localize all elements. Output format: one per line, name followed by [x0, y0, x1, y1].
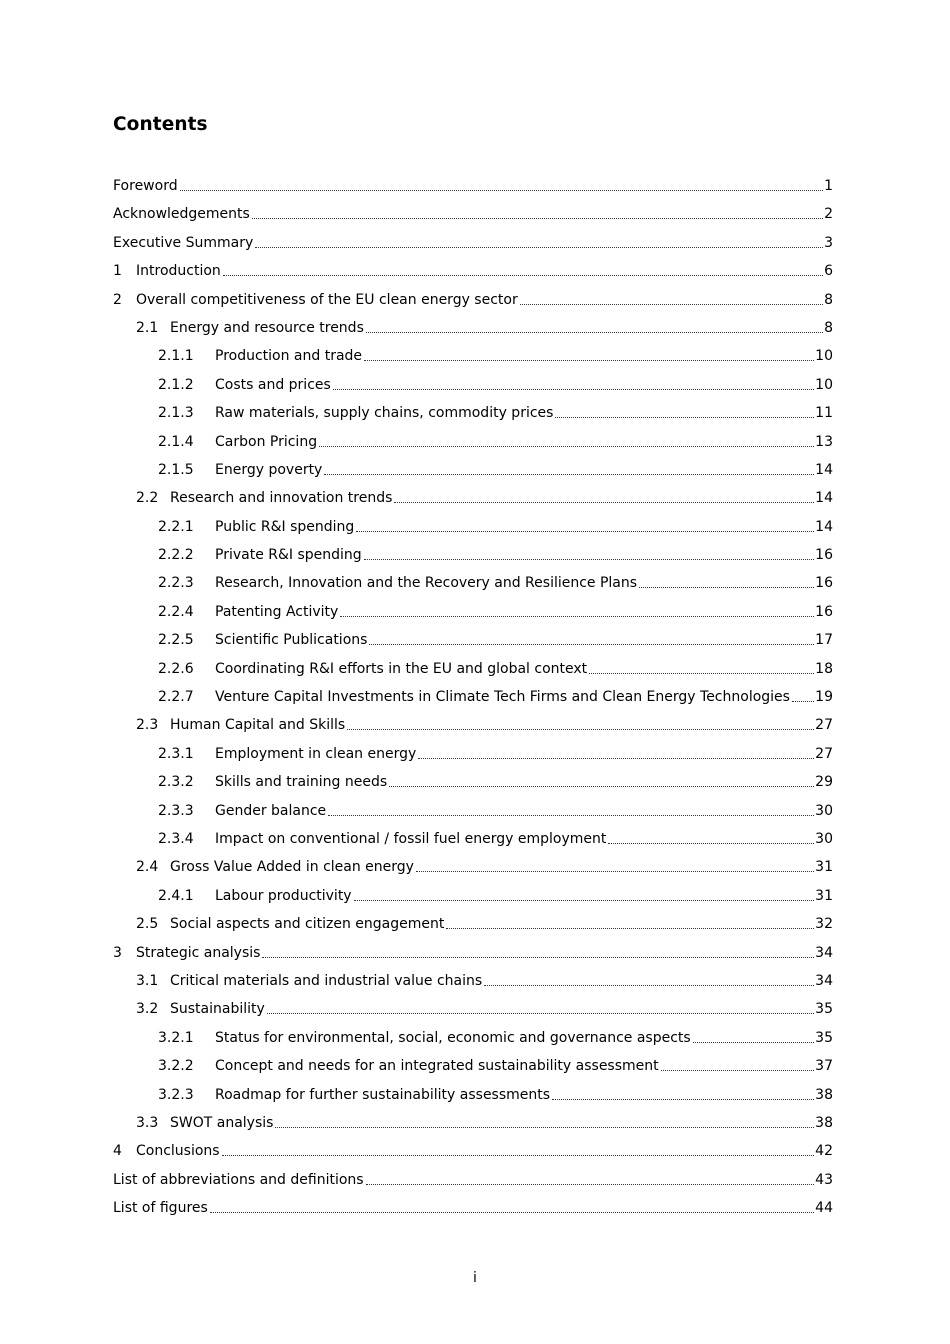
toc-page-number: 30 [815, 830, 833, 847]
toc-page-number: 16 [815, 603, 833, 620]
toc-page-number: 6 [824, 263, 833, 280]
dot-leader [223, 275, 823, 276]
toc-entry-title: Employment in clean energy [215, 745, 417, 762]
toc-section-number: 2.2.5 [158, 632, 194, 649]
toc-section-number: 4 [113, 1143, 122, 1160]
toc-page-number: 31 [815, 859, 833, 876]
dot-leader [446, 928, 814, 929]
toc-section-number: 1 [113, 263, 122, 280]
toc-entry-title: Foreword [113, 178, 178, 194]
toc-section-number: 2.2.3 [158, 575, 194, 592]
toc-entry[interactable] [113, 1170, 833, 1198]
toc-entry-title: Public R&I spending [215, 518, 355, 535]
toc-page-number: 43 [815, 1171, 833, 1188]
dot-leader [180, 190, 823, 191]
toc-entry-title: Strategic analysis [136, 944, 261, 961]
toc-page-number: 13 [815, 433, 833, 450]
toc-entry[interactable] [113, 1198, 833, 1226]
toc-entry-title: Roadmap for further sustainability assessments [215, 1086, 551, 1103]
toc-entry[interactable] [113, 1141, 833, 1169]
dot-leader [347, 729, 814, 730]
toc-entry[interactable] [113, 318, 833, 346]
toc-entry[interactable] [113, 346, 833, 374]
toc-section-number: 3.2.1 [158, 1029, 194, 1046]
toc-section-number: 2.2.4 [158, 603, 194, 620]
toc-page-number: 11 [815, 405, 833, 422]
toc-entry[interactable] [113, 999, 833, 1027]
toc-page-number: 38 [815, 1114, 833, 1131]
toc-page-number: 42 [815, 1143, 833, 1160]
dot-leader [389, 786, 814, 787]
toc-entry[interactable] [113, 290, 833, 318]
toc-entry-title: List of abbreviations and definitions [113, 1171, 364, 1188]
dot-leader [418, 758, 814, 759]
toc-section-number: 2 [113, 291, 122, 308]
dot-leader [661, 1070, 815, 1071]
toc-page-number: 14 [815, 461, 833, 478]
toc-entry-title: Social aspects and citizen engagement [170, 916, 445, 933]
toc-entry-title: Acknowledgements [113, 206, 250, 223]
toc-entry[interactable] [113, 1056, 833, 1084]
toc-entry[interactable] [113, 801, 833, 829]
toc-entry[interactable] [113, 517, 833, 545]
toc-section-number: 2.2 [136, 490, 159, 507]
toc-entry[interactable] [113, 375, 833, 403]
toc-page-number: 3 [824, 234, 833, 251]
toc-entry-title: Conclusions [136, 1143, 220, 1160]
toc-entry-title: Labour productivity [215, 887, 352, 904]
toc-entry-title: Concept and needs for an integrated sustainability assessment [215, 1058, 659, 1075]
toc-entry-title: Gross Value Added in clean energy [170, 859, 414, 876]
toc-entry[interactable] [113, 545, 833, 573]
dot-leader [552, 1099, 814, 1100]
toc-entry-title: Patenting Activity [215, 603, 339, 620]
toc-entry[interactable] [113, 432, 833, 460]
dot-leader [792, 701, 814, 702]
toc-section-number: 3 [113, 944, 122, 961]
toc-page-number: 27 [815, 745, 833, 762]
dot-leader [210, 1212, 814, 1213]
toc-section-number: 3.2.2 [158, 1058, 194, 1075]
dot-leader [366, 1184, 815, 1185]
dot-leader [366, 332, 823, 333]
toc-page-number: 19 [815, 689, 833, 706]
toc-entry[interactable] [113, 971, 833, 999]
toc-page-number: 35 [815, 1029, 833, 1046]
toc-entry[interactable] [113, 829, 833, 857]
toc-entry-title: Overall competitiveness of the EU clean energy sector [136, 291, 518, 308]
toc-section-number: 2.4 [136, 859, 159, 876]
toc-entry[interactable] [113, 1028, 833, 1056]
dot-leader [364, 559, 814, 560]
dot-leader [608, 843, 814, 844]
toc-page-number: 16 [815, 575, 833, 592]
toc-page-number: 31 [815, 887, 833, 904]
toc-section-number: 2.1.3 [158, 405, 194, 422]
dot-leader [394, 502, 814, 503]
toc-entry[interactable] [113, 460, 833, 488]
toc-page-number: 29 [815, 774, 833, 791]
toc-page-number: 10 [815, 376, 833, 393]
toc-entry-title: Raw materials, supply chains, commodity prices [215, 405, 554, 422]
toc-entry-title: Skills and training needs [215, 774, 388, 791]
dot-leader [252, 218, 823, 219]
toc-section-number: 2.1.2 [158, 376, 194, 393]
toc-page-number: 14 [815, 518, 833, 535]
toc-section-number: 2.2.2 [158, 547, 194, 564]
dot-leader [255, 247, 823, 248]
toc-entry-title: Status for environmental, social, economic and governance aspects [215, 1029, 691, 1046]
dot-leader [369, 644, 814, 645]
toc-entry[interactable] [113, 772, 833, 800]
dot-leader [354, 900, 815, 901]
dot-leader [589, 673, 814, 674]
toc-entry-title: Sustainability [170, 1001, 265, 1018]
toc-section-number: 2.2.1 [158, 518, 194, 535]
toc-page-number: 32 [815, 916, 833, 933]
toc-section-number: 2.4.1 [158, 887, 194, 904]
toc-entry[interactable] [113, 573, 833, 601]
toc-page-number: 44 [815, 1200, 833, 1217]
toc-entry-title: Coordinating R&I efforts in the EU and global context [215, 660, 588, 677]
toc-entry[interactable] [113, 687, 833, 715]
dot-leader [356, 531, 814, 532]
dot-leader [416, 871, 814, 872]
dot-leader [639, 587, 814, 588]
toc-entry-title: SWOT analysis [170, 1114, 274, 1131]
toc-section-number: 2.2.7 [158, 689, 194, 706]
dot-leader [555, 417, 814, 418]
toc-entry-title: Production and trade [215, 348, 363, 365]
toc-entry-title: Energy and resource trends [170, 319, 364, 336]
toc-entry-title: List of figures [113, 1200, 208, 1217]
toc-section-number: 3.2.3 [158, 1086, 194, 1103]
toc-page-number: 16 [815, 547, 833, 564]
dot-leader [262, 957, 814, 958]
dot-leader [324, 474, 814, 475]
dot-leader [364, 360, 814, 361]
toc-page-number: 8 [824, 319, 833, 336]
toc-entry[interactable] [113, 744, 833, 772]
page-title: Contents [113, 114, 208, 135]
toc-page-number: 35 [815, 1001, 833, 1018]
toc-section-number: 2.1.4 [158, 433, 194, 450]
toc-page-number: 30 [815, 802, 833, 819]
dot-leader [319, 446, 814, 447]
toc-section-number: 2.1.1 [158, 348, 194, 365]
toc-entry-title: Venture Capital Investments in Climate Tech Firms and Clean Energy Technologies [215, 689, 790, 706]
toc-page-number: 38 [815, 1086, 833, 1103]
dot-leader [484, 985, 814, 986]
toc-page-number: 18 [815, 660, 833, 677]
toc-entry[interactable] [113, 914, 833, 942]
toc-entry-title: Human Capital and Skills [170, 717, 346, 734]
toc-page-number: 8 [824, 291, 833, 308]
dot-leader [520, 304, 823, 305]
dot-leader [333, 389, 814, 390]
toc-section-number: 2.3.1 [158, 745, 194, 762]
toc-section-number: 2.1.5 [158, 461, 194, 478]
toc-entry[interactable] [113, 630, 833, 658]
dot-leader [275, 1127, 814, 1128]
toc-entry[interactable] [113, 857, 833, 885]
toc-entry[interactable] [113, 261, 833, 289]
toc-entry[interactable] [113, 1085, 833, 1113]
toc-entry-title: Costs and prices [215, 376, 331, 393]
toc-entry[interactable] [113, 943, 833, 971]
toc-entry-title: Scientific Publications [215, 632, 368, 649]
dot-leader [693, 1042, 814, 1043]
toc-entry[interactable] [113, 204, 833, 232]
toc-entry[interactable] [113, 659, 833, 687]
toc-entry-title: Impact on conventional / fossil fuel energy employment [215, 830, 607, 847]
toc-section-number: 3.3 [136, 1114, 159, 1131]
toc-entry[interactable] [113, 886, 833, 914]
toc-entry[interactable] [113, 403, 833, 431]
page-number-footer: i [473, 1270, 477, 1286]
toc-entry-title: Carbon Pricing [215, 433, 318, 450]
toc-page-number: 34 [815, 944, 833, 961]
toc-page-number: 10 [815, 348, 833, 365]
toc-page-number: 34 [815, 972, 833, 989]
dot-leader [267, 1013, 814, 1014]
dot-leader [340, 616, 814, 617]
toc-entry[interactable] [113, 1113, 833, 1141]
toc-page-number: 27 [815, 717, 833, 734]
toc-entry[interactable] [113, 176, 833, 204]
table-of-contents [113, 176, 833, 1226]
toc-page-number: 17 [815, 632, 833, 649]
toc-entry-title: Critical materials and industrial value chains [170, 972, 483, 989]
toc-section-number: 2.3 [136, 717, 159, 734]
toc-section-number: 2.2.6 [158, 660, 194, 677]
toc-entry[interactable] [113, 488, 833, 516]
toc-page-number: 1 [824, 178, 833, 194]
toc-section-number: 3.1 [136, 972, 159, 989]
dot-leader [222, 1155, 815, 1156]
toc-section-number: 2.1 [136, 319, 159, 336]
toc-page-number: 37 [815, 1058, 833, 1075]
toc-entry-title: Energy poverty [215, 461, 323, 478]
toc-section-number: 2.5 [136, 916, 159, 933]
toc-entry-title: Research, Innovation and the Recovery and Resilience Plans [215, 575, 638, 592]
toc-entry-title: Research and innovation trends [170, 490, 393, 507]
toc-page-number: 2 [824, 206, 833, 223]
toc-entry-title: Introduction [136, 263, 221, 280]
toc-entry-title: Executive Summary [113, 234, 254, 251]
toc-entry[interactable] [113, 233, 833, 261]
toc-entry[interactable] [113, 715, 833, 743]
dot-leader [328, 815, 814, 816]
toc-section-number: 2.3.4 [158, 830, 194, 847]
toc-entry-title: Private R&I spending [215, 547, 362, 564]
toc-section-number: 2.3.2 [158, 774, 194, 791]
toc-page-number: 14 [815, 490, 833, 507]
toc-entry[interactable] [113, 602, 833, 630]
toc-section-number: 2.3.3 [158, 802, 194, 819]
toc-section-number: 3.2 [136, 1001, 159, 1018]
toc-entry-title: Gender balance [215, 802, 327, 819]
